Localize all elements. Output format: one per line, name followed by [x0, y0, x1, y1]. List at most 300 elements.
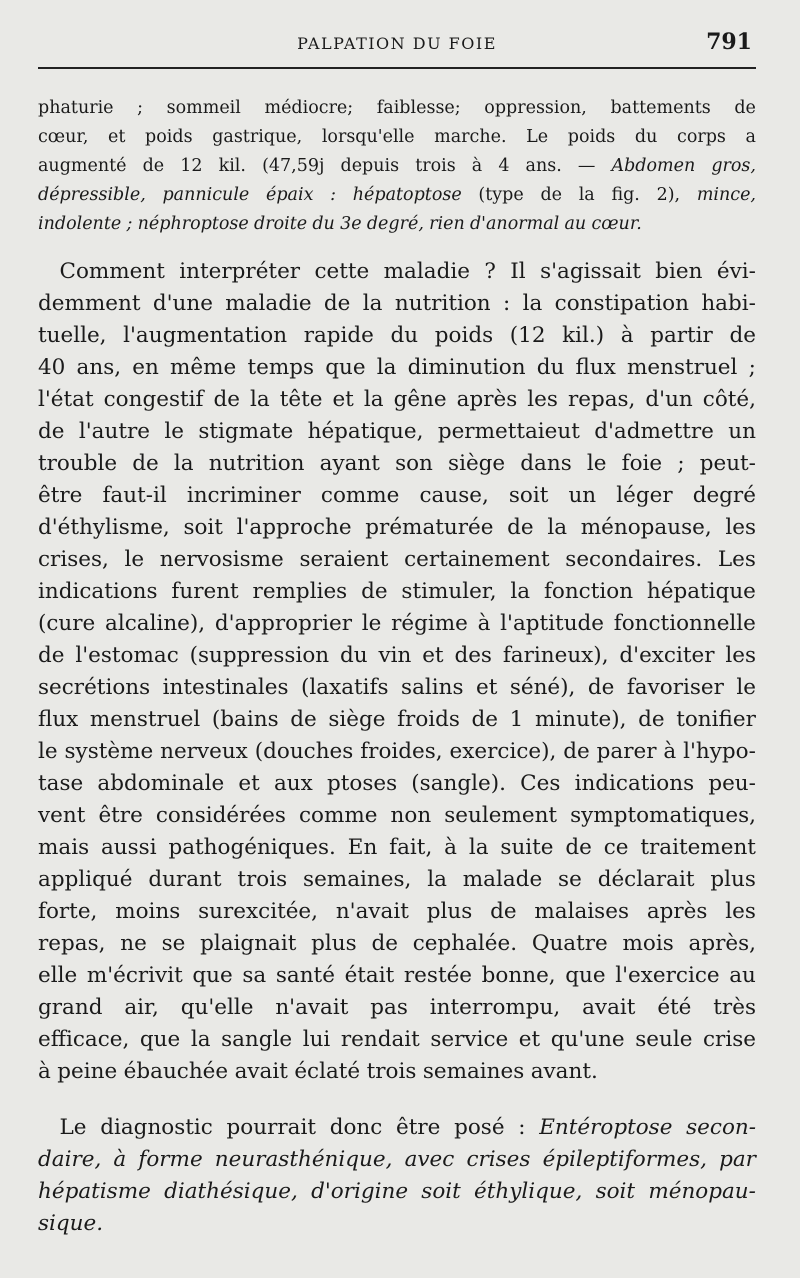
word: vin [378, 643, 412, 668]
word: après [456, 387, 518, 412]
word: peut- [699, 451, 756, 476]
word: hépatique, [307, 419, 424, 444]
word: éthylique, [474, 1179, 583, 1204]
page-number: 791 [706, 29, 752, 55]
word: secon- [686, 1115, 756, 1140]
word: fonction [543, 579, 634, 604]
word: semaines [422, 1059, 525, 1084]
word: rapide [303, 323, 374, 348]
word: à [663, 739, 677, 764]
word: plaignait [200, 931, 297, 956]
word: ; [748, 355, 756, 380]
text-line [38, 640, 756, 672]
word: considérées [155, 803, 286, 828]
word: être [396, 1115, 441, 1140]
word: santé [275, 963, 335, 988]
word: gastrique, [212, 127, 303, 147]
word: foie [621, 451, 663, 476]
word: système [64, 739, 154, 764]
word: de [540, 185, 562, 205]
word: de [213, 387, 240, 412]
word: Abdomen [611, 156, 696, 176]
word: hépatoptose [352, 185, 462, 205]
word: et [238, 771, 260, 796]
word: comme [298, 803, 378, 828]
word: de [38, 419, 65, 444]
text-line [38, 1144, 756, 1176]
word: phaturie [38, 98, 114, 118]
word: de [734, 98, 756, 118]
word: que [565, 963, 606, 988]
word: 1 [509, 707, 524, 732]
word: tonifier [676, 707, 756, 732]
word: hépatisme [38, 1179, 151, 1204]
word: degré [692, 483, 756, 508]
word: congestif [103, 387, 204, 412]
word: ménopause, [580, 515, 712, 540]
word: oppression, [484, 98, 587, 118]
word: lorsqu'elle [321, 127, 415, 147]
word: soit [183, 515, 223, 540]
word: mince, [696, 185, 756, 205]
word: neurasthénique, [214, 1147, 393, 1172]
word: indications [38, 579, 158, 604]
word: ptoses [326, 771, 398, 796]
word: remplies [252, 579, 348, 604]
word: habi- [701, 291, 756, 316]
word: du [390, 323, 419, 348]
word: d'une [152, 291, 213, 316]
word: trouble [38, 451, 118, 476]
word: l'estomac [75, 643, 179, 668]
word: était [344, 963, 395, 988]
word: de [587, 675, 615, 700]
word: les [725, 643, 756, 668]
word: néphroptose [137, 214, 249, 234]
word: a [745, 127, 756, 147]
word: partir [650, 323, 713, 348]
word: malaises [534, 899, 629, 924]
word: surexcitée, [198, 899, 318, 924]
word: kil. [218, 156, 246, 176]
word: kil.) [562, 323, 605, 348]
text-line [38, 320, 756, 352]
header-rule [38, 67, 756, 69]
word: la [190, 1027, 211, 1052]
word: la [510, 579, 531, 604]
word: elle [38, 963, 78, 988]
word: stigmate [198, 419, 294, 444]
word: seraient [299, 547, 389, 572]
text-line [38, 704, 756, 736]
word: l'exercice [615, 963, 720, 988]
word: permettaieut [437, 419, 580, 444]
text-line [38, 1024, 756, 1056]
word: malade [462, 867, 543, 892]
word: minute), [534, 707, 627, 732]
word: du [312, 214, 335, 234]
word: parer [596, 739, 657, 764]
word: droite [254, 214, 308, 234]
word: En [347, 835, 378, 860]
word: moins [115, 899, 181, 924]
word: d'admettre [594, 419, 714, 444]
word: léger [616, 483, 673, 508]
word: Il [510, 259, 526, 284]
word: Le [526, 127, 549, 147]
word: tase [38, 771, 84, 796]
word: Ces [520, 771, 561, 796]
word: sommeil [166, 98, 241, 118]
text-line [38, 896, 756, 928]
word: repas, [567, 387, 636, 412]
word: la [173, 451, 194, 476]
word: donc [329, 1115, 383, 1140]
word: de [38, 643, 65, 668]
word: — [577, 156, 596, 176]
text-line [38, 94, 756, 123]
word: des [454, 643, 492, 668]
word: constipation [554, 291, 689, 316]
word: de [290, 707, 317, 732]
word: farineux), [502, 643, 609, 668]
word: de [638, 707, 665, 732]
word: rien [429, 214, 465, 234]
word: alcaline), [105, 611, 206, 636]
word: au [729, 963, 756, 988]
word: sangle [221, 1027, 293, 1052]
word: au [564, 214, 587, 234]
word: d'éthylisme, [38, 515, 170, 540]
word: dépressible, [38, 185, 146, 205]
word: les [725, 515, 756, 540]
word: l'hypo- [683, 739, 756, 764]
page-header [38, 28, 756, 62]
text-line [38, 352, 756, 384]
word: seule [635, 1027, 693, 1052]
word: avait [234, 1059, 288, 1084]
word: soit [421, 1179, 461, 1204]
word: à [113, 1147, 127, 1172]
word: aux [273, 771, 313, 796]
word: qu'elle [180, 995, 254, 1020]
word: indolente [38, 214, 122, 234]
word: sique. [38, 1211, 104, 1236]
word: été [657, 995, 692, 1020]
word: trois [237, 867, 288, 892]
word: que [325, 355, 366, 380]
word: l'autre [78, 419, 150, 444]
word: froides, [360, 739, 443, 764]
word: plus [426, 899, 473, 924]
word: mois [622, 931, 674, 956]
word: furent [171, 579, 239, 604]
word: crises, [38, 547, 109, 572]
text-line [38, 288, 756, 320]
word: la [468, 835, 489, 860]
word: après [646, 899, 708, 924]
word: (suppression [189, 643, 330, 668]
word: maladie [383, 259, 470, 284]
text-line [38, 1176, 756, 1208]
word: ne [120, 931, 147, 956]
word: et [422, 643, 444, 668]
word: faut-il [102, 483, 167, 508]
word: de [563, 739, 590, 764]
word: avait [582, 995, 636, 1020]
word: battements [610, 98, 711, 118]
word: de [471, 707, 499, 732]
text-line [38, 960, 756, 992]
word: un [728, 419, 756, 444]
word: demment [38, 291, 141, 316]
text-line [38, 832, 756, 864]
word: ; [137, 98, 144, 118]
word: plus [710, 867, 756, 892]
word: se [558, 867, 582, 892]
word: nutrition [394, 291, 491, 316]
word: pannicule [162, 185, 250, 205]
word: vent [38, 803, 86, 828]
word: déclarait [597, 867, 695, 892]
word: soit [508, 483, 549, 508]
word: (douches [254, 739, 354, 764]
word: peu- [708, 771, 756, 796]
word: de [142, 156, 165, 176]
word: durant [148, 867, 222, 892]
word: certainement [404, 547, 550, 572]
word: s'agissait [540, 259, 641, 284]
word: l'état [38, 387, 94, 412]
text-line [38, 384, 756, 416]
word: la [578, 185, 595, 205]
word: 12 [180, 156, 203, 176]
word: maladie [225, 291, 312, 316]
word: Comment [38, 259, 165, 284]
word: ; [126, 214, 133, 234]
word: salins [401, 675, 464, 700]
word: (cure [38, 611, 96, 636]
word: m'écrivit [86, 963, 183, 988]
word: : [503, 291, 511, 316]
word: le [38, 739, 58, 764]
word: et [475, 675, 498, 700]
word: prématurée [365, 515, 494, 540]
word: depuis [340, 156, 400, 176]
text-line [38, 992, 756, 1024]
text-line [38, 1208, 756, 1240]
word: le [586, 451, 607, 476]
text-line [38, 576, 756, 608]
word: lui [302, 1027, 331, 1052]
word: (47,59j [262, 156, 325, 176]
word: à [444, 835, 457, 860]
word: bien [655, 259, 703, 284]
word: marche. [434, 127, 507, 147]
word: fig. [611, 185, 640, 205]
text-line [38, 672, 756, 704]
word: la [522, 291, 543, 316]
word: bonne, [481, 963, 556, 988]
word: n'avait [335, 899, 409, 924]
word: que [192, 963, 233, 988]
text-line [38, 123, 756, 152]
word: l'aptitude [500, 611, 605, 636]
word: très [713, 995, 756, 1020]
text-line [38, 1056, 756, 1088]
word: daire, [38, 1147, 102, 1172]
word: de [361, 579, 388, 604]
word: les [527, 387, 558, 412]
word: la [362, 291, 383, 316]
text-line [38, 210, 756, 239]
word: plus [311, 931, 357, 956]
word: évi- [716, 259, 756, 284]
word: du [634, 127, 658, 147]
word: faiblesse; [376, 98, 461, 118]
word: diminution [407, 355, 526, 380]
word: du [536, 355, 565, 380]
word: service [430, 1027, 509, 1052]
word: régime [391, 611, 468, 636]
word: trois [366, 1059, 417, 1084]
word: ? [484, 259, 496, 284]
word: crises [466, 1147, 531, 1172]
text-line [38, 1112, 756, 1144]
word: symptomatiques, [570, 803, 756, 828]
text-line [38, 256, 756, 288]
word: (laxatifs [301, 675, 389, 700]
word: soit [595, 1179, 636, 1204]
word: dans [520, 451, 572, 476]
word: ayant [319, 451, 380, 476]
word: d'anormal [469, 214, 560, 234]
word: 40 [38, 355, 66, 380]
word: trois [415, 156, 456, 176]
word: efficace, [38, 1027, 130, 1052]
word: en [132, 355, 159, 380]
word: menstruel [627, 355, 738, 380]
word: épileptiformes, [542, 1147, 707, 1172]
word: seulement [444, 803, 558, 828]
word: avec [404, 1147, 455, 1172]
word: de [132, 451, 159, 476]
word: à [38, 1059, 51, 1084]
word: menstruel [89, 707, 201, 732]
word: le [736, 675, 756, 700]
word: poids [434, 323, 494, 348]
word: le [164, 419, 184, 444]
word: la [376, 355, 397, 380]
word: temps [247, 355, 315, 380]
word: à [477, 611, 491, 636]
word: par [719, 1147, 756, 1172]
word: après, [688, 931, 756, 956]
running-title: PALPATION DU FOIE [297, 34, 497, 53]
case-notes-paragraph [38, 94, 756, 239]
word: secrétions [38, 675, 151, 700]
word: le [124, 547, 145, 572]
word: degré, [366, 214, 424, 234]
word: pourrait [226, 1115, 316, 1140]
word: (12 [509, 323, 546, 348]
word: favoriser [626, 675, 724, 700]
word: gêne [393, 387, 447, 412]
word: les [725, 899, 756, 924]
word: Quatre [531, 931, 608, 956]
text-line [38, 544, 756, 576]
word: 3e [340, 214, 362, 234]
word: un [568, 483, 597, 508]
word: la [547, 515, 568, 540]
word: hépatique [646, 579, 756, 604]
word: séné), [509, 675, 576, 700]
word: peine [57, 1059, 118, 1084]
word: d'origine [311, 1179, 409, 1204]
word: épaix [265, 185, 314, 205]
word: à [620, 323, 634, 348]
word: le [361, 611, 382, 636]
word: siège [448, 451, 506, 476]
word: se [161, 931, 186, 956]
text-line [38, 768, 756, 800]
text-line [38, 864, 756, 896]
word: n'avait [275, 995, 349, 1020]
word: intestinales [162, 675, 289, 700]
word: Le [38, 1115, 87, 1140]
word: rendait [340, 1027, 420, 1052]
word: nerveux [160, 739, 248, 764]
word: nervosisme [159, 547, 284, 572]
word: ; [677, 451, 685, 476]
word: gros, [711, 156, 756, 176]
text-line [38, 448, 756, 480]
word: cause, [419, 483, 489, 508]
word: ans, [76, 355, 122, 380]
word: suite [500, 835, 554, 860]
word: 4 [498, 156, 510, 176]
word: ménopau- [648, 1179, 756, 1204]
word: nutrition [208, 451, 305, 476]
word: être [38, 483, 83, 508]
word: ébauchée [123, 1059, 229, 1084]
word: que [139, 1027, 181, 1052]
word: la [427, 867, 447, 892]
word: de [507, 515, 534, 540]
word: interrompu, [429, 995, 561, 1020]
word: stimuler, [401, 579, 497, 604]
word: et [518, 1027, 541, 1052]
word: et [108, 127, 126, 147]
word: forte, [38, 899, 98, 924]
word: crise [703, 1027, 756, 1052]
word: de [371, 931, 398, 956]
word: fait, [389, 835, 433, 860]
word: l'approche [236, 515, 352, 540]
word: froids [397, 707, 460, 732]
word: abdominale [97, 771, 225, 796]
word: et [332, 387, 354, 412]
text-line [38, 928, 756, 960]
word: non [390, 803, 432, 828]
word: médiocre; [264, 98, 354, 118]
word: Les [717, 547, 756, 572]
text-line [38, 736, 756, 768]
word: poids [567, 127, 616, 147]
word: corps [677, 127, 726, 147]
word: à [471, 156, 483, 176]
word: pathogéniques. [168, 835, 336, 860]
